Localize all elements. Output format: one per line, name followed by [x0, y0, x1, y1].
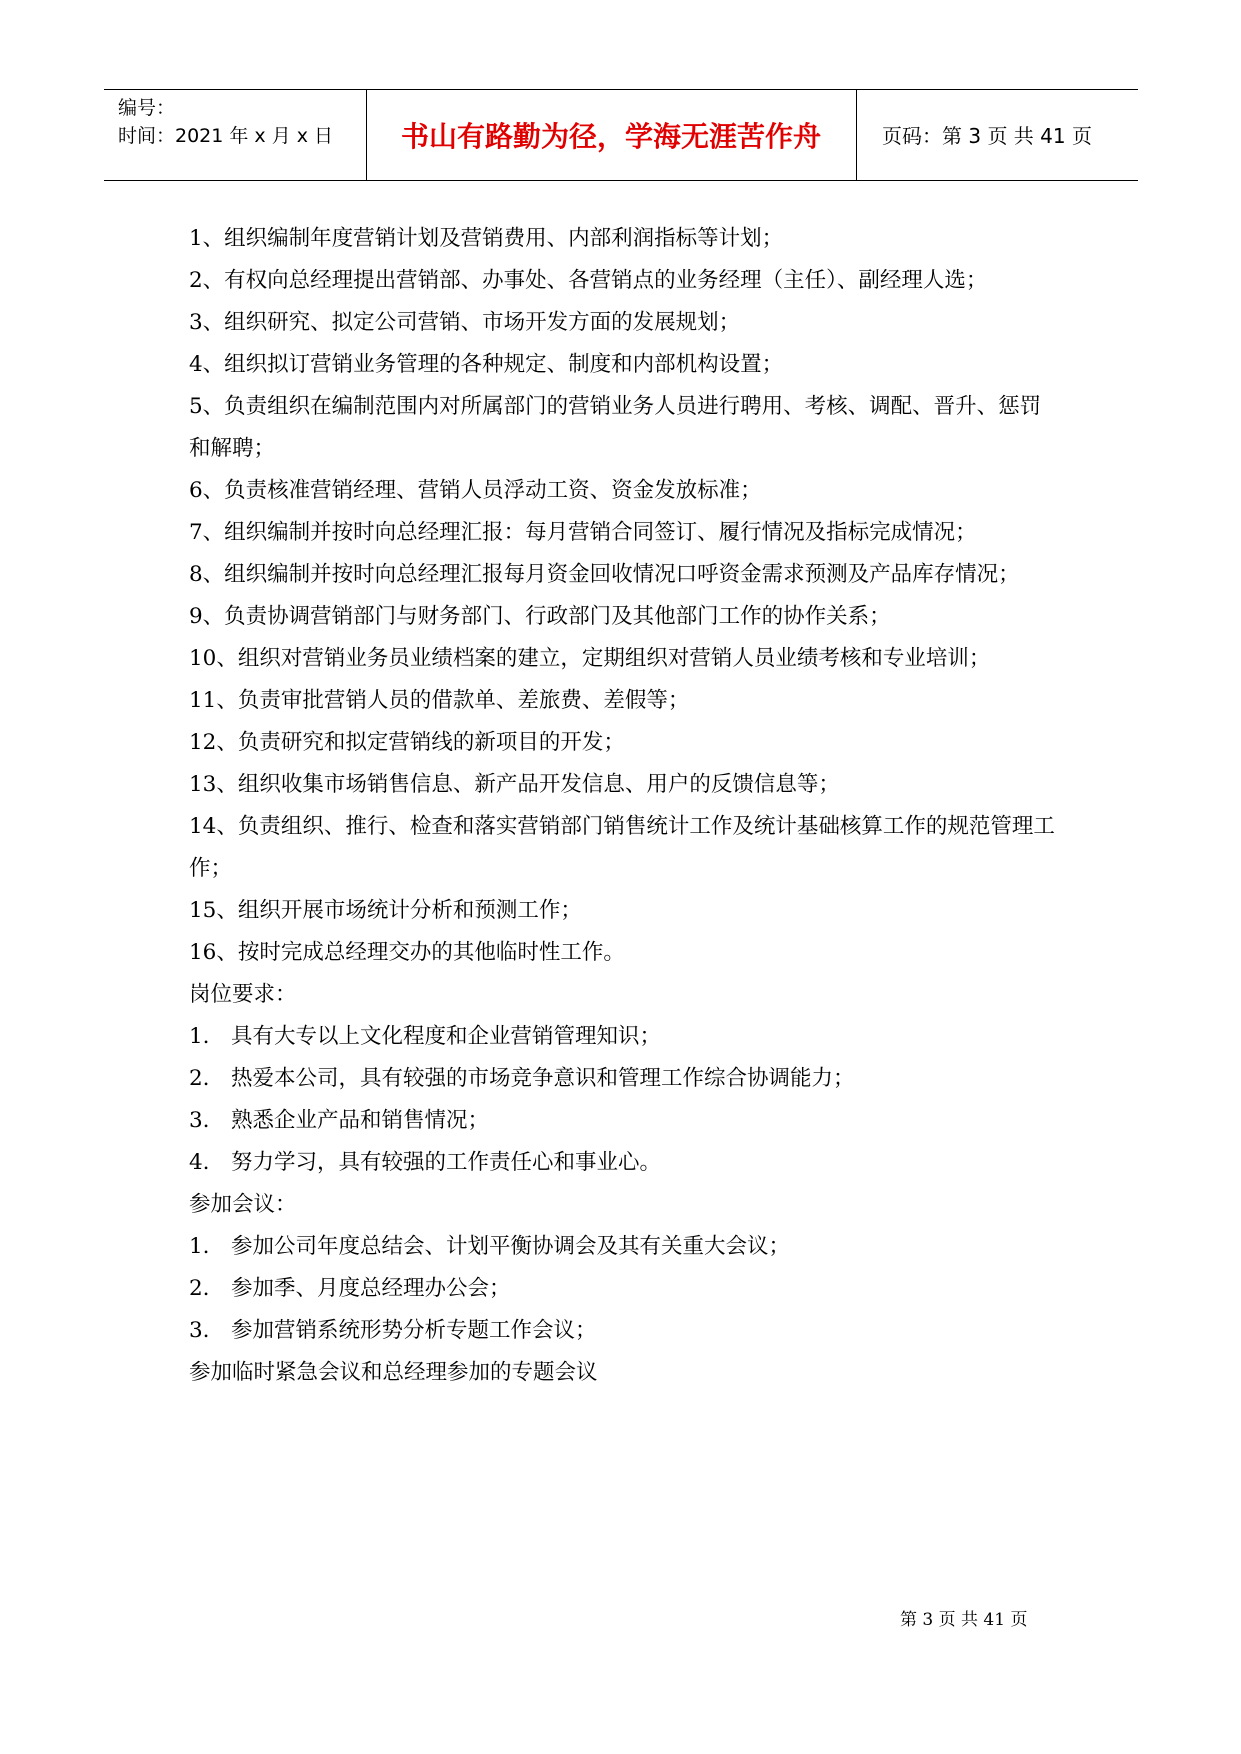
- duty-item: 13、组织收集市场销售信息、新产品开发信息、用户的反馈信息等；: [189, 772, 840, 797]
- header-motto: 书山有路勤为径，学海无涯苦作舟: [400, 119, 821, 153]
- duty-item: 5、负责组织在编制范围内对所属部门的营销业务人员进行聘用、考核、调配、晋升、惩罚和解聘；: [189, 394, 1042, 461]
- requirement-item: [189, 1016, 1059, 1058]
- duty-item: 16、按时完成总经理交办的其他临时性工作。: [189, 940, 625, 965]
- requirement-item: [189, 1058, 1059, 1100]
- item-text: 熟悉企业产品和销售情况；: [231, 1108, 490, 1133]
- duty-item: 3、组织研究、拟定公司营销、市场开发方面的发展规划；: [189, 310, 741, 335]
- item-number: 3.: [189, 1108, 210, 1133]
- duty-item: 12、负责研究和拟定营销线的新项目的开发；: [189, 730, 625, 755]
- duty-item: 8、组织编制并按时向总经理汇报每月资金回收情况口呼资金需求预测及产品库存情况；: [189, 562, 1020, 587]
- page-header: [104, 89, 1138, 181]
- duty-item: 10、组织对营销业务员业绩档案的建立，定期组织对营销人员业绩考核和专业培训；: [189, 646, 991, 671]
- meeting-item: [189, 1310, 1059, 1352]
- requirement-item: [189, 1142, 1059, 1184]
- duty-item: 1、组织编制年度营销计划及营销费用、内部利润指标等计划；: [189, 226, 784, 251]
- duty-item: 6、负责核准营销经理、营销人员浮动工资、资金发放标准；: [189, 478, 762, 503]
- meetings-closing: 参加临时紧急会议和总经理参加的专题会议: [189, 1360, 598, 1385]
- requirements-list: [189, 1016, 1059, 1184]
- item-text: 参加季、月度总经理办公会；: [231, 1276, 511, 1301]
- item-number: 1.: [189, 1234, 210, 1259]
- duty-item: 11、负责审批营销人员的借款单、差旅费、差假等；: [189, 688, 690, 713]
- item-number: 2.: [189, 1276, 210, 1301]
- item-text: 具有大专以上文化程度和企业营销管理知识；: [231, 1024, 662, 1049]
- duty-item: 14、负责组织、推行、检查和落实营销部门销售统计工作及统计基础核算工作的规范管理工作；: [189, 814, 1055, 881]
- duty-item: 7、组织编制并按时向总经理汇报：每月营销合同签订、履行情况及指标完成情况；: [189, 520, 977, 545]
- duty-item: 15、组织开展市场统计分析和预测工作；: [189, 898, 582, 923]
- time-line: 时间：2021 年 x 月 x 日: [118, 125, 334, 147]
- duty-item: 9、负责协调营销部门与财务部门、行政部门及其他部门工作的协作关系；: [189, 604, 891, 629]
- meetings-heading: 参加会议：: [189, 1192, 297, 1217]
- item-number: 4.: [189, 1150, 210, 1175]
- item-number: 1.: [189, 1024, 210, 1049]
- item-number: 2.: [189, 1066, 210, 1091]
- meeting-item: [189, 1226, 1059, 1268]
- header-page-number: 页码：第 3 页 共 41 页: [882, 124, 1092, 148]
- document-body: [189, 218, 1059, 1394]
- code-label: 编号：: [118, 97, 176, 119]
- meeting-item: [189, 1268, 1059, 1310]
- duty-item: 4、组织拟订营销业务管理的各种规定、制度和内部机构设置；: [189, 352, 784, 377]
- requirement-item: [189, 1100, 1059, 1142]
- item-text: 参加营销系统形势分析专题工作会议；: [231, 1318, 597, 1343]
- requirements-heading: 岗位要求：: [189, 982, 297, 1007]
- item-text: 努力学习，具有较强的工作责任心和事业心。: [231, 1150, 662, 1175]
- item-number: 3.: [189, 1318, 210, 1343]
- duties-list: [189, 218, 1059, 974]
- header-divider: [856, 90, 857, 180]
- header-meta: [118, 94, 333, 150]
- item-text: 参加公司年度总结会、计划平衡协调会及其有关重大会议；: [231, 1234, 791, 1259]
- item-text: 热爱本公司，具有较强的市场竞争意识和管理工作综合协调能力；: [231, 1066, 855, 1091]
- page-footer: 第 3 页 共 41 页: [900, 1610, 1028, 1630]
- duty-item: 2、有权向总经理提出营销部、办事处、各营销点的业务经理（主任）、副经理人选；: [189, 268, 988, 293]
- meetings-list: [189, 1226, 1059, 1352]
